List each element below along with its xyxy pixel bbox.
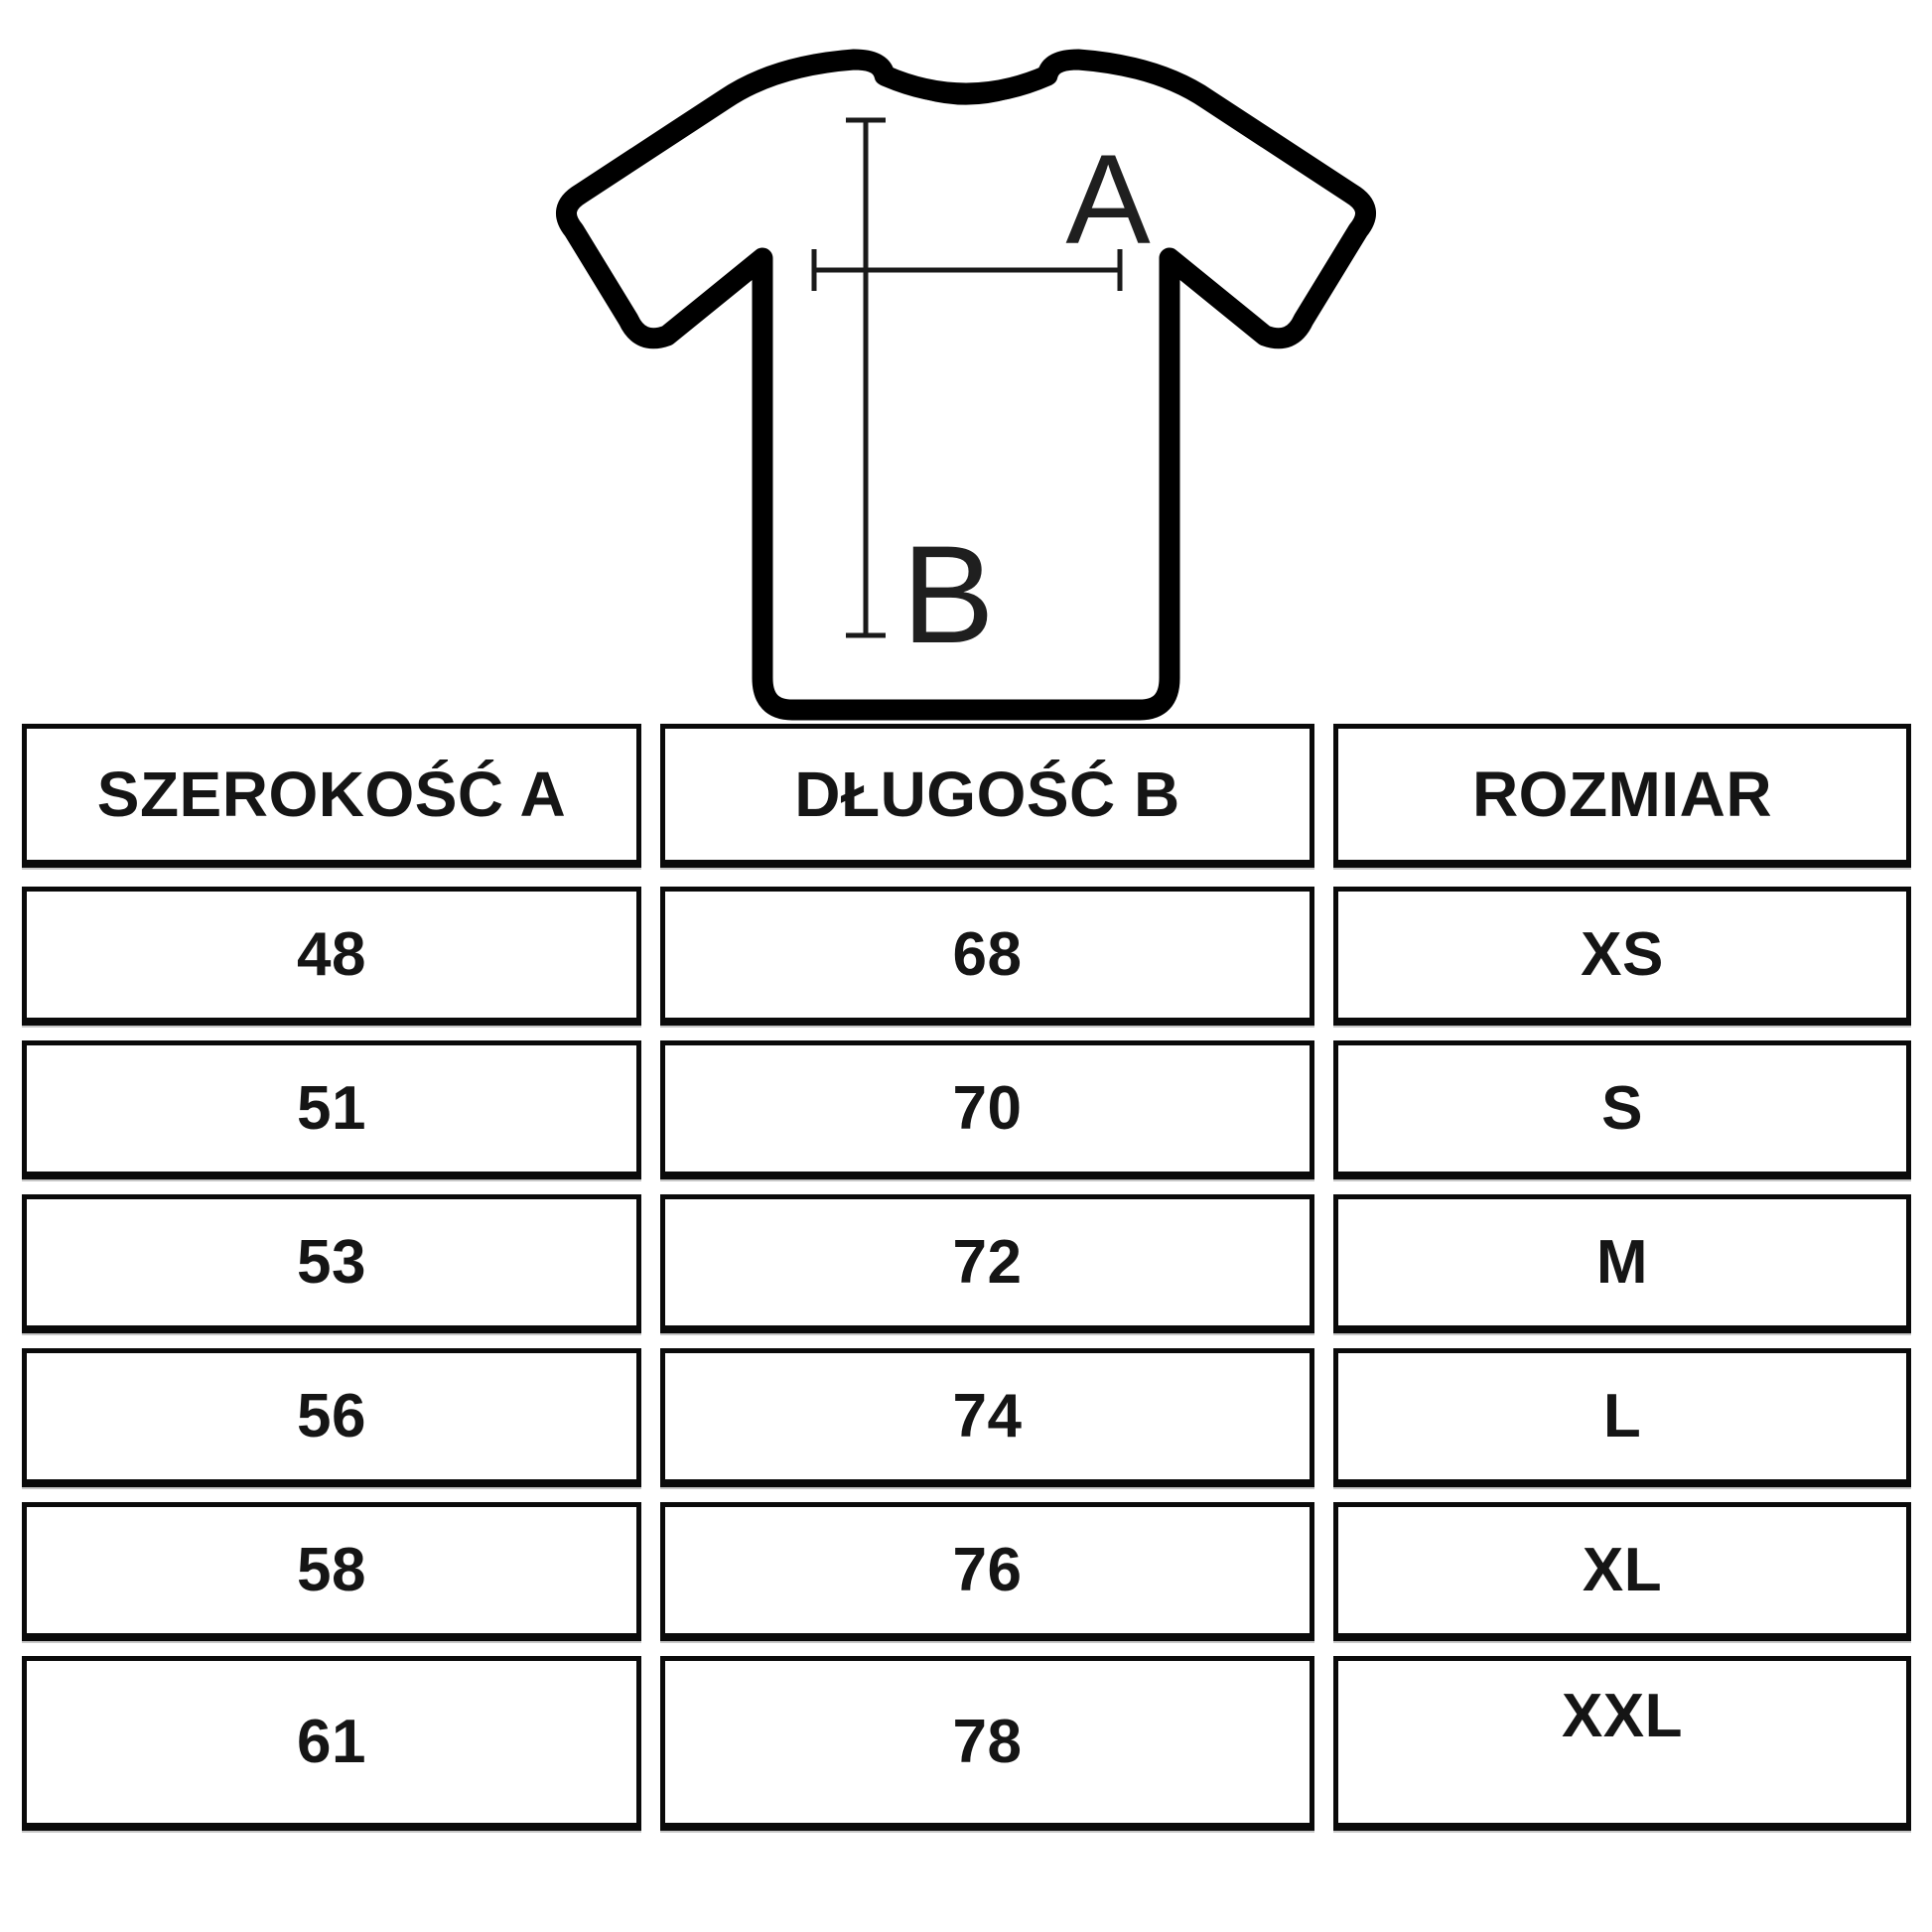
table-row <box>22 1656 1911 1831</box>
cell-width-a: 53 <box>22 1194 641 1333</box>
cell-size: XL <box>1333 1502 1911 1641</box>
cell-length-b: 78 <box>660 1656 1314 1831</box>
cell-width-a: 56 <box>22 1348 641 1487</box>
cell-size: XS <box>1333 887 1911 1026</box>
cell-width-a: 61 <box>22 1656 641 1831</box>
cell-length-b: 76 <box>660 1502 1314 1641</box>
cell-width-a: 58 <box>22 1502 641 1641</box>
table-row <box>22 1040 1911 1179</box>
cell-width-a: 51 <box>22 1040 641 1179</box>
table-row <box>22 887 1911 1026</box>
cell-size: M <box>1333 1194 1911 1333</box>
table-row <box>22 1502 1911 1641</box>
tshirt-diagram <box>0 0 1932 740</box>
column-header-length-b: DŁUGOŚĆ B <box>660 724 1314 868</box>
table-row <box>22 1194 1911 1333</box>
length-measure-label: B <box>901 516 995 672</box>
column-header-size: ROZMIAR <box>1333 724 1911 868</box>
cell-size: XXL <box>1333 1656 1911 1831</box>
cell-length-b: 74 <box>660 1348 1314 1487</box>
cell-length-b: 70 <box>660 1040 1314 1179</box>
cell-size: S <box>1333 1040 1911 1179</box>
size-table-body <box>22 887 1911 1831</box>
column-header-width-a: SZEROKOŚĆ A <box>22 724 641 868</box>
cell-length-b: 72 <box>660 1194 1314 1333</box>
width-measure-label: A <box>1065 129 1151 271</box>
cell-size: L <box>1333 1348 1911 1487</box>
size-table <box>22 724 1911 1846</box>
table-row <box>22 1348 1911 1487</box>
cell-width-a: 48 <box>22 887 641 1026</box>
cell-length-b: 68 <box>660 887 1314 1026</box>
table-header-row <box>22 724 1911 868</box>
